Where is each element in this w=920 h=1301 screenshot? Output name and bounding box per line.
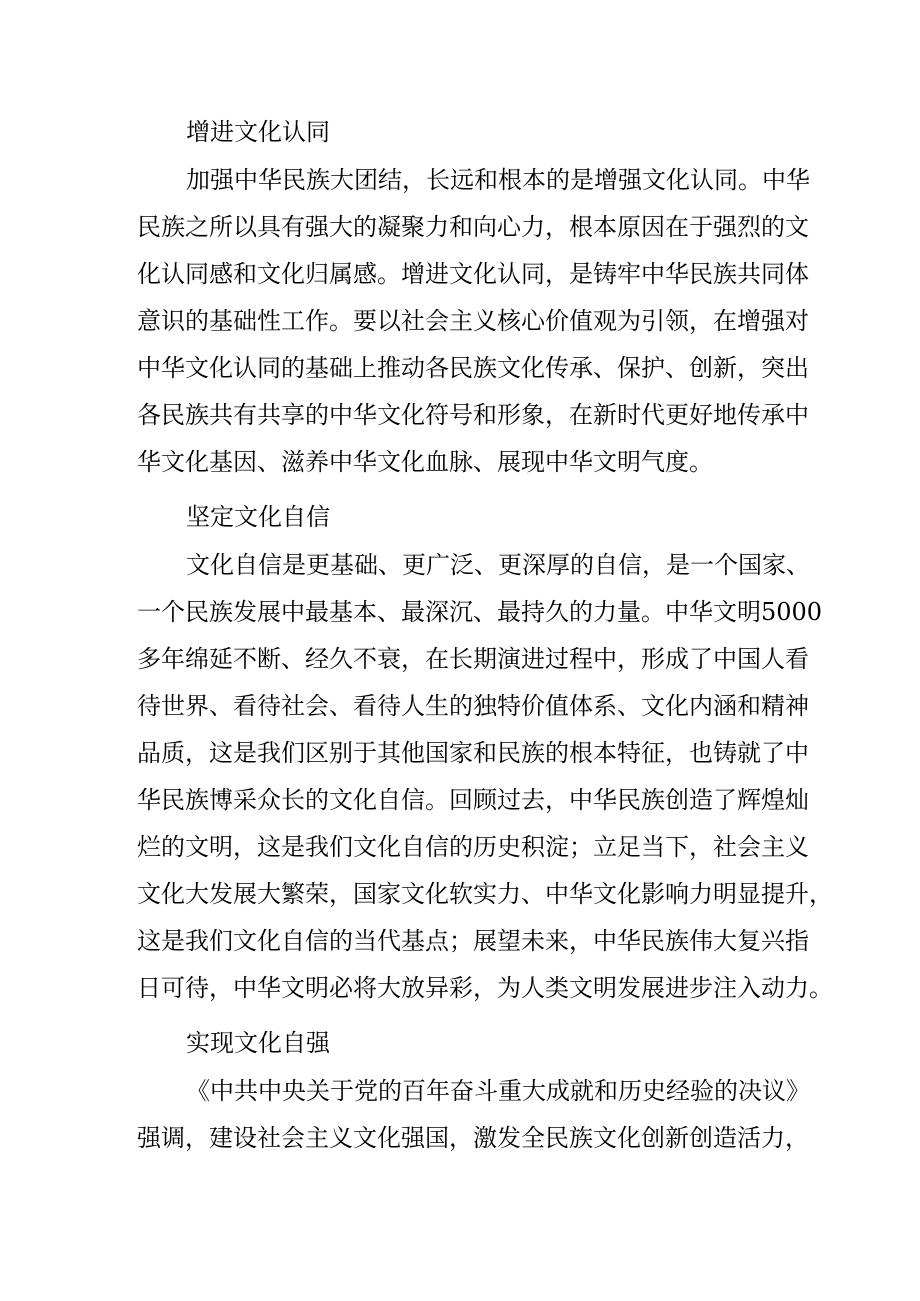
paragraph-line: 化认同感和文化归属感。增进文化认同，是铸牢中华民族共同体	[137, 260, 809, 288]
paragraph-line: 民族之所以具有强大的凝聚力和向心力，根本原因在于强烈的文	[137, 213, 809, 241]
paragraph-line: 加强中华民族大团结，长远和根本的是增强文化认同。中华	[186, 166, 810, 194]
paragraph-line: 多年绵延不断、经久不衰，在长期演进过程中，形成了中国人看	[137, 645, 809, 673]
paragraph-line: 意识的基础性工作。要以社会主义核心价值观为引领，在增强对	[137, 307, 809, 335]
paragraph-line: 烂的文明，这是我们文化自信的历史积淀；立足当下，社会主义	[137, 833, 809, 861]
section-heading-cultural-confidence: 坚定文化自信	[186, 503, 330, 531]
paragraph-line: 华文化基因、滋养中华文化血脉、展现中华文明气度。	[137, 448, 713, 476]
paragraph-line: 文化大发展大繁荣，国家文化软实力、中华文化影响力明显提升，	[137, 880, 833, 908]
paragraph-line: 强调，建设社会主义文化强国，激发全民族文化创新创造活力，	[137, 1124, 809, 1152]
paragraph-line: 待世界、看待社会、看待人生的独特价值体系、文化内涵和精神	[137, 692, 809, 720]
paragraph-line: 各民族共有共享的中华文化符号和形象，在新时代更好地传承中	[137, 401, 809, 429]
paragraph-line: 品质，这是我们区别于其他国家和民族的根本特征，也铸就了中	[137, 739, 809, 767]
paragraph-line: 《中共中央关于党的百年奋斗重大成就和历史经验的决议》	[186, 1077, 810, 1105]
section-heading-cultural-identity: 增进文化认同	[186, 118, 330, 146]
paragraph-line: 日可待，中华文明必将大放异彩，为人类文明发展进步注入动力。	[137, 974, 833, 1002]
paragraph-line: 文化自信是更基础、更广泛、更深厚的自信，是一个国家、	[186, 551, 810, 579]
section-heading-cultural-strength: 实现文化自强	[186, 1029, 330, 1057]
paragraph-line: 一个民族发展中最基本、最深沉、最持久的力量。中华文明5000	[137, 598, 823, 626]
paragraph-line: 这是我们文化自信的当代基点；展望未来，中华民族伟大复兴指	[137, 927, 809, 955]
paragraph-line: 华民族博采众长的文化自信。回顾过去，中华民族创造了辉煌灿	[137, 786, 809, 814]
paragraph-line: 中华文化认同的基础上推动各民族文化传承、保护、创新，突出	[137, 354, 809, 382]
